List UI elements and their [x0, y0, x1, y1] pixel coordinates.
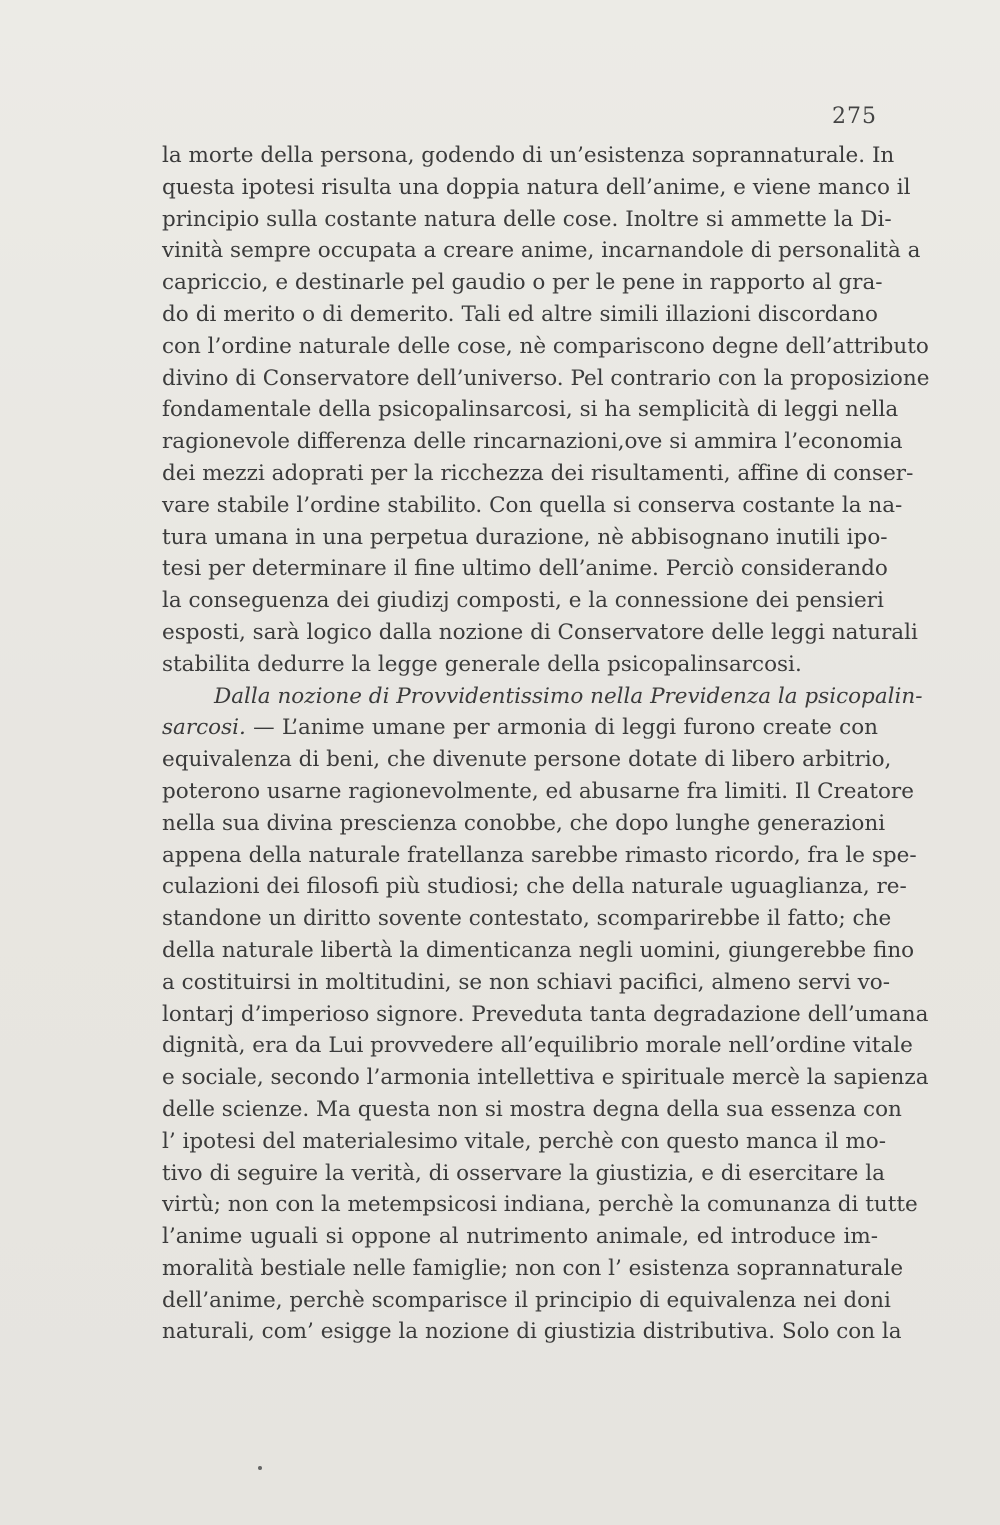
body-text [162, 140, 930, 1348]
text-line: della naturale libertà la dimenticanza negli uomini, giungerebbe fino [162, 937, 915, 963]
text-line: vare stabile l’ordine stabilito. Con quella si conserva costante la na- [162, 492, 903, 518]
text-line: dignità, era da Lui provvedere all’equilibrio morale nell’ordine vitale [162, 1033, 913, 1059]
text-line: capriccio, e destinarle pel gaudio o per le pene in rapporto al gra- [162, 270, 883, 296]
section-heading-end: sarcosi. [162, 715, 246, 741]
text-line: esposti, sarà logico dalla nozione di Conservatore delle leggi naturali [162, 619, 918, 645]
text-line: poterono usarne ragionevolmente, ed abusarne fra limiti. Il Creatore [162, 778, 914, 804]
text-line: e sociale, secondo l’armonia intellettiva e spirituale mercè la sapienza [162, 1065, 929, 1091]
section-heading: Dalla nozione di Provvidentissimo nella Previdenza la psicopalin- [214, 683, 923, 709]
text-line: equivalenza di beni, che divenute persone dotate di libero arbitrio, [162, 747, 892, 773]
text-line: questa ipotesi risulta una doppia natura dell’anime, e viene manco il [162, 174, 911, 200]
text-line: standone un diritto sovente contestato, scomparirebbe il fatto; che [162, 906, 892, 932]
paragraph-start: — L’anime umane per armonia di leggi furono create con [245, 715, 878, 741]
text-line: naturali, com’ esigge la nozione di giustizia distributiva. Solo con la [162, 1319, 902, 1345]
text-line: appena della naturale fratellanza sarebbe rimasto ricordo, fra le spe- [162, 842, 917, 868]
text-line: nella sua divina prescienza conobbe, che dopo lunghe generazioni [162, 810, 886, 836]
text-line: dell’anime, perchè scomparisce il principio di equivalenza nei doni [162, 1287, 891, 1313]
text-line: con l’ordine naturale delle cose, nè compariscono degne dell’attributo [162, 333, 929, 359]
text-line: do di merito o di demerito. Tali ed altre simili illazioni discordano [162, 301, 878, 327]
text-line: tesi per determinare il fine ultimo dell’anime. Perciò considerando [162, 556, 888, 582]
text-line: l’anime uguali si oppone al nutrimento animale, ed introduce im- [162, 1224, 878, 1250]
text-line: ragionevole differenza delle rincarnazioni,ove si ammira l’economia [162, 429, 903, 455]
text-line: tura umana in una perpetua durazione, nè abbisognano inutili ipo- [162, 524, 888, 550]
text-line: la conseguenza dei giudizj composti, e la connessione dei pensieri [162, 588, 884, 614]
text-line: a costituirsi in moltitudini, se non schiavi pacifici, almeno servi vo- [162, 969, 891, 995]
text-line: virtù; non con la metempsicosi indiana, perchè la comunanza di tutte [162, 1192, 918, 1218]
text-line: dei mezzi adoprati per la ricchezza dei risultamenti, affine di conser- [162, 460, 914, 486]
text-line: tivo di seguire la verità, di osservare la giustizia, e di esercitare la [162, 1160, 885, 1186]
text-line: delle scienze. Ma questa non si mostra degna della sua essenza con [162, 1096, 902, 1122]
ink-speck [258, 1466, 262, 1470]
text-line: stabilita dedurre la legge generale della psicopalinsarcosi. [162, 651, 802, 677]
text-line: divino di Conservatore dell’universo. Pel contrario con la proposizione [162, 365, 930, 391]
text-line: principio sulla costante natura delle cose. Inoltre si ammette la Di- [162, 206, 892, 232]
text-line: lontarj d’imperioso signore. Preveduta tanta degradazione dell’umana [162, 1001, 929, 1027]
text-line: fondamentale della psicopalinsarcosi, si ha semplicità di leggi nella [162, 397, 899, 423]
text-line: la morte della persona, godendo di un’esistenza soprannaturale. In [162, 143, 895, 168]
text-line: culazioni dei filosofi più studiosi; che della naturale uguaglianza, re- [162, 874, 907, 900]
text-line: l’ ipotesi del materialesimo vitale, perchè con questo manca il mo- [162, 1128, 886, 1154]
text-line: moralità bestiale nelle famiglie; non con l’ esistenza soprannaturale [162, 1255, 904, 1281]
section-heading-continued [162, 712, 878, 744]
page-number: 275 [832, 104, 877, 129]
text-line: vinità sempre occupata a creare anime, incarnandole di personalità a [162, 238, 921, 264]
